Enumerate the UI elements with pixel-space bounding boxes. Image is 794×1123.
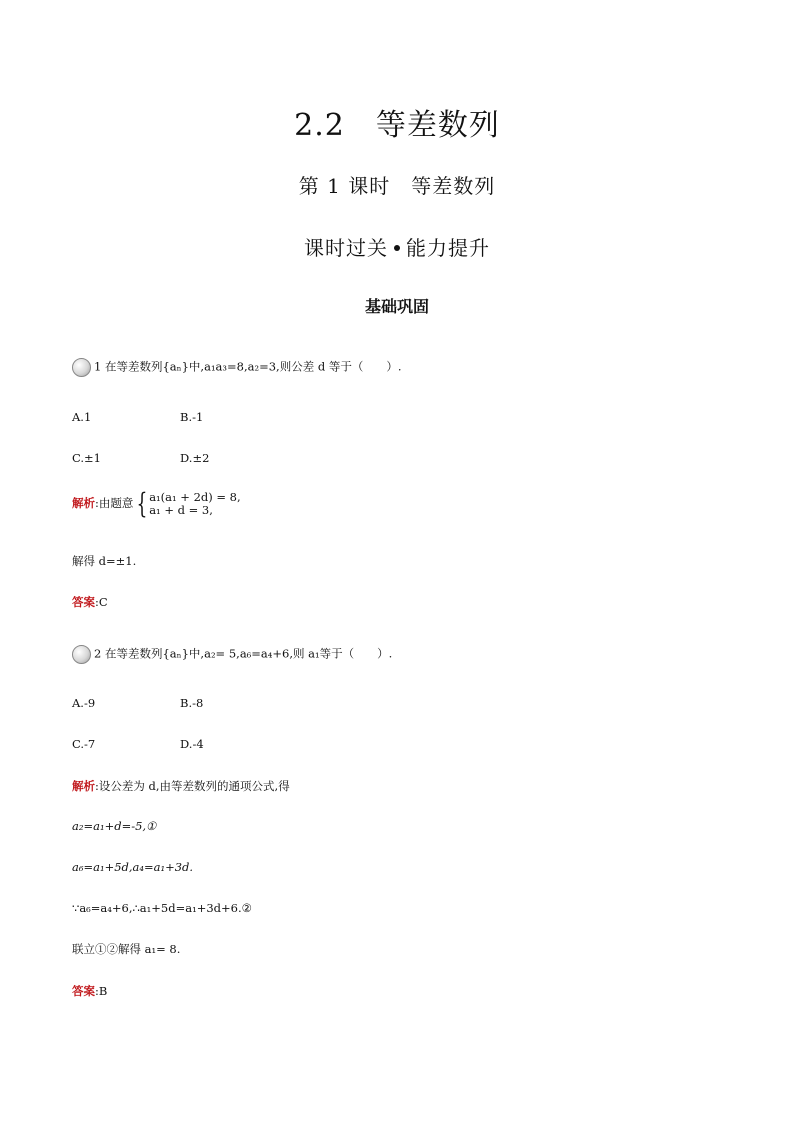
q1-solve: 解得 d=±1. bbox=[72, 554, 137, 568]
question-marker-icon bbox=[72, 358, 91, 377]
left-brace-icon: { bbox=[136, 487, 148, 520]
q1-answer-value: :C bbox=[95, 595, 108, 609]
q1-analysis bbox=[72, 487, 241, 520]
section-title-right: 能力提升 bbox=[406, 236, 490, 260]
q2-analysis-text: :设公差为 d,由等差数列的通项公式,得 bbox=[95, 779, 290, 793]
system-line-1: a₁(a₁ + 2d) = 8, bbox=[149, 490, 241, 504]
q2-step-3: ∵a₆=a₄+6,∴a₁+5d=a₁+3d+6.② bbox=[72, 901, 252, 915]
question-2-stem bbox=[72, 645, 392, 664]
question-1-text: 1 在等差数列{aₙ}中,a₁a₃=8,a₂=3,则公差 d 等于（ ）. bbox=[94, 359, 402, 374]
q2-option-d: D.-4 bbox=[180, 737, 204, 751]
q2-answer bbox=[72, 983, 107, 999]
analysis-label: 解析 bbox=[72, 779, 95, 793]
section-title-left: 课时过关 bbox=[304, 236, 388, 260]
q2-analysis bbox=[72, 778, 290, 794]
q2-option-c: C.-7 bbox=[72, 737, 96, 751]
q2-answer-value: :B bbox=[95, 984, 108, 998]
question-marker-icon bbox=[72, 645, 91, 664]
answer-label: 答案 bbox=[72, 595, 95, 609]
section-title bbox=[0, 232, 794, 261]
q2-option-b: B.-8 bbox=[180, 696, 204, 710]
q1-option-d: D.±2 bbox=[180, 451, 210, 465]
chapter-title: 2.2 等差数列 bbox=[294, 108, 500, 143]
q1-option-c: C.±1 bbox=[72, 451, 101, 465]
analysis-label: 解析 bbox=[72, 496, 95, 510]
q1-option-a: A.1 bbox=[72, 410, 92, 424]
q2-step-1: a₂=a₁+d=-5,① bbox=[72, 819, 157, 833]
bullet-dot-icon bbox=[394, 245, 400, 251]
subsection-title: 基础巩固 bbox=[364, 297, 429, 316]
q2-option-a: A.-9 bbox=[72, 696, 96, 710]
answer-label: 答案 bbox=[72, 984, 95, 998]
q2-step-2: a₆=a₁+5d,a₄=a₁+3d. bbox=[72, 860, 194, 874]
system-line-2: a₁ + d = 3, bbox=[149, 503, 213, 517]
q2-step-4: 联立①②解得 a₁= 8. bbox=[72, 942, 181, 956]
question-2-text: 2 在等差数列{aₙ}中,a₂= 5,a₆=a₄+6,则 a₁等于（ ）. bbox=[94, 646, 393, 661]
q1-option-b: B.-1 bbox=[180, 410, 204, 424]
lesson-title: 第 1 课时 等差数列 bbox=[298, 174, 496, 198]
q1-analysis-prefix: :由题意 bbox=[95, 496, 134, 510]
equation-system bbox=[133, 487, 241, 520]
question-1-stem bbox=[72, 358, 402, 377]
q1-answer bbox=[72, 594, 108, 610]
